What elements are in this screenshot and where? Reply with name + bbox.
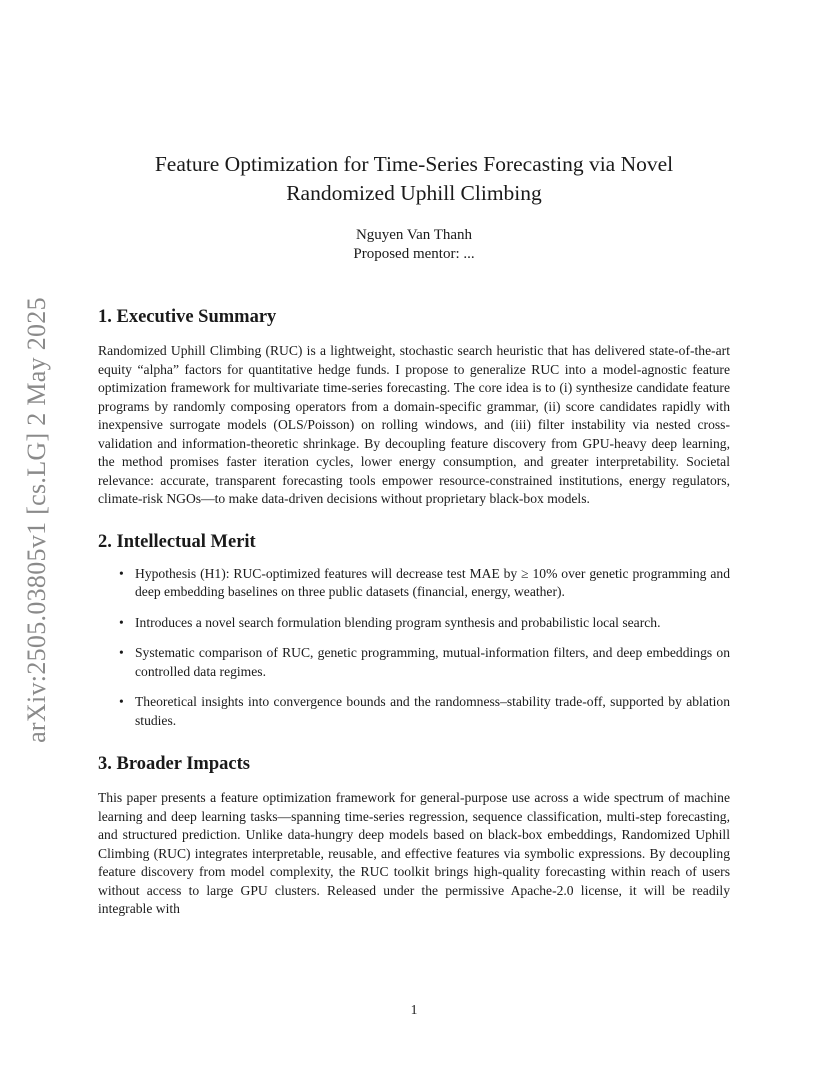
- section-heading-broader-impacts: 3. Broader Impacts: [98, 754, 250, 774]
- author-name: Nguyen Van Thanh: [355, 227, 473, 243]
- paper-title: [98, 150, 730, 208]
- list-item: [98, 644, 730, 681]
- section-heading-executive-summary: 1. Executive Summary: [98, 307, 277, 327]
- title-line-1: Feature Optimization for Time-Series Forecasting via Novel: [154, 152, 674, 176]
- section-heading-intellectual-merit: 2. Intellectual Merit: [98, 531, 256, 552]
- list-item-text: Systematic comparison of RUC, genetic programming, mutual-information filters, and deep embeddings on controlled data regimes.: [135, 645, 730, 679]
- bullet-icon: •: [119, 614, 124, 630]
- bullet-icon: •: [119, 645, 124, 660]
- mentor-line: Proposed mentor: ...: [353, 246, 475, 262]
- bullet-icon: •: [119, 694, 124, 709]
- list-item: [98, 614, 730, 633]
- intellectual-merit-list: [98, 565, 730, 731]
- title-line-2: Randomized Uphill Climbing: [286, 181, 542, 205]
- list-item: [98, 693, 730, 730]
- executive-summary-paragraph: Randomized Uphill Climbing (RUC) is a lightweight, stochastic search heuristic that has delivered state-of-the-art equity “alpha” factors for quantitative hedge funds. I propose to generalize RUC into a model-agnostic feature optimization framework for multivariate time-series forecasting. The core idea is to (i) synthesize candidate feature programs by randomly composing operators from a domain-specific grammar, (ii) score candidates rapidly with inexpensive surrogate models (OLS/Poisson) on rolling windows, and (iii) filter instability via nested cross-validation and information-theoretic shrinkage. By decoupling feature discovery from GPU-heavy deep learning, the method promises faster iteration cycles, lower energy consumption, and greater interpretability. Societal relevance: accurate, transparent forecasting tools empower resource-constrained institutions, energy regulators, climate-risk NGOs—to make data-driven decisions without proprietary black-box models.: [98, 343, 730, 506]
- list-item-text: Hypothesis (H1): RUC-optimized features will decrease test MAE by ≥ 10% over genetic programming and deep embedding baselines on three public datasets (financial, energy, weather).: [135, 565, 730, 599]
- broader-impacts-paragraph: This paper presents a feature optimization framework for general-purpose use across a wide spectrum of machine learning and deep learning tasks—spanning time-series regression, sequence classification, multi-step forecasting, and structured prediction. Unlike data-hungry deep models based on black-box embeddings, Randomized Uphill Climbing (RUC) integrates interpretable, reusable, and effective features via symbolic expressions. By decoupling feature discovery from model complexity, the RUC toolkit brings high-quality forecasting within reach of users without access to large GPU clusters. Released under the permissive Apache-2.0 license, it will be readily integrable with: [98, 790, 730, 916]
- page-number: 1: [410, 1002, 418, 1017]
- list-item-text: Introduces a novel search formulation blending program synthesis and probabilistic local search.: [135, 614, 661, 630]
- arxiv-identifier-stamp: [18, 280, 56, 760]
- paper-page: [98, 150, 730, 919]
- list-item: [98, 565, 730, 602]
- bullet-icon: •: [119, 565, 124, 581]
- list-item-text: Theoretical insights into convergence bounds and the randomness–stability trade-off, supported by ablation studies.: [135, 694, 730, 728]
- arxiv-identifier-text: arXiv:2505.03805v1 [cs.LG] 2 May 2025: [22, 297, 51, 743]
